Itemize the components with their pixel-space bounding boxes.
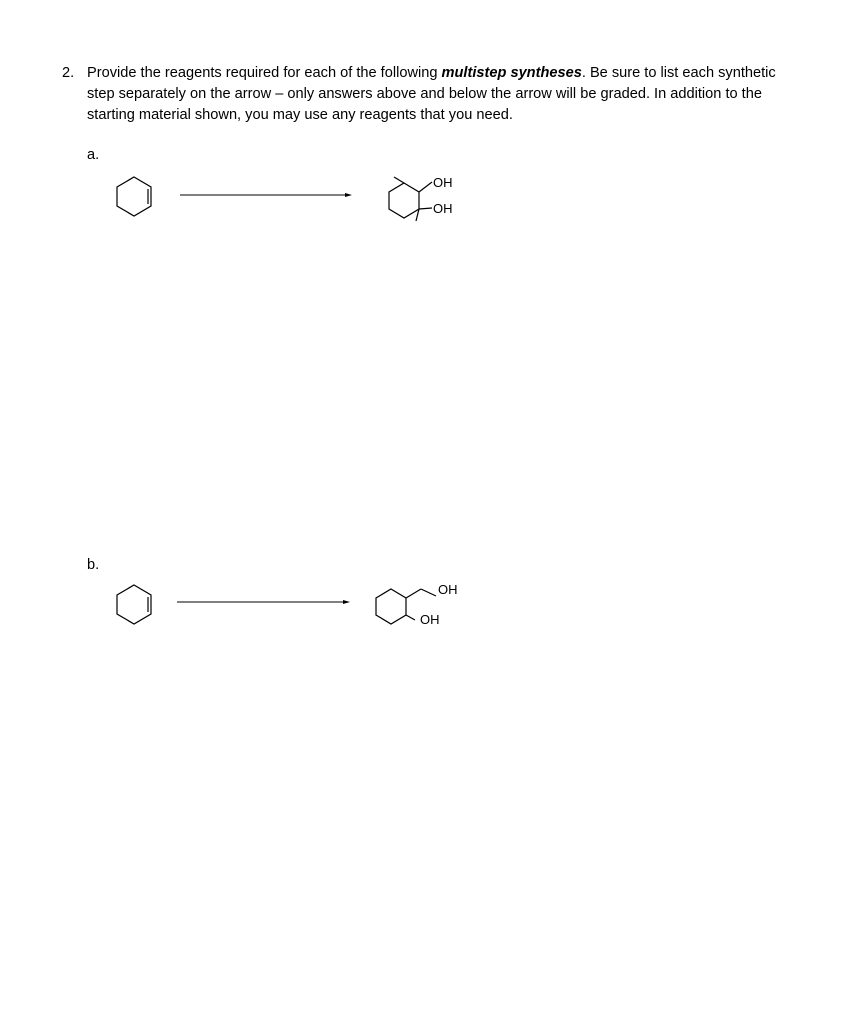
- part-a-hydroxyl-1: OH: [433, 175, 453, 190]
- part-b-hydroxyl-1: OH: [438, 582, 458, 597]
- part-a-label: a.: [87, 147, 100, 163]
- part-b-reaction-arrow: [177, 600, 350, 604]
- question-number: 2.: [62, 65, 75, 81]
- question-text-before: Provide the reagents required for each of the following: [87, 65, 442, 81]
- part-a-hydroxyl-2: OH: [433, 201, 453, 216]
- question-emphasis: multistep syntheses: [441, 65, 582, 81]
- question-text-after: . Be sure to list each synthetic step separately on the arrow – only answers above and below the arrow will be graded. In addition to the starting material shown, you may use any reagents that you need.: [87, 65, 776, 123]
- part-b-label: b.: [87, 557, 100, 573]
- part-b-hydroxyl-2: OH: [420, 612, 440, 627]
- part-b-cyclohexene: [117, 585, 151, 624]
